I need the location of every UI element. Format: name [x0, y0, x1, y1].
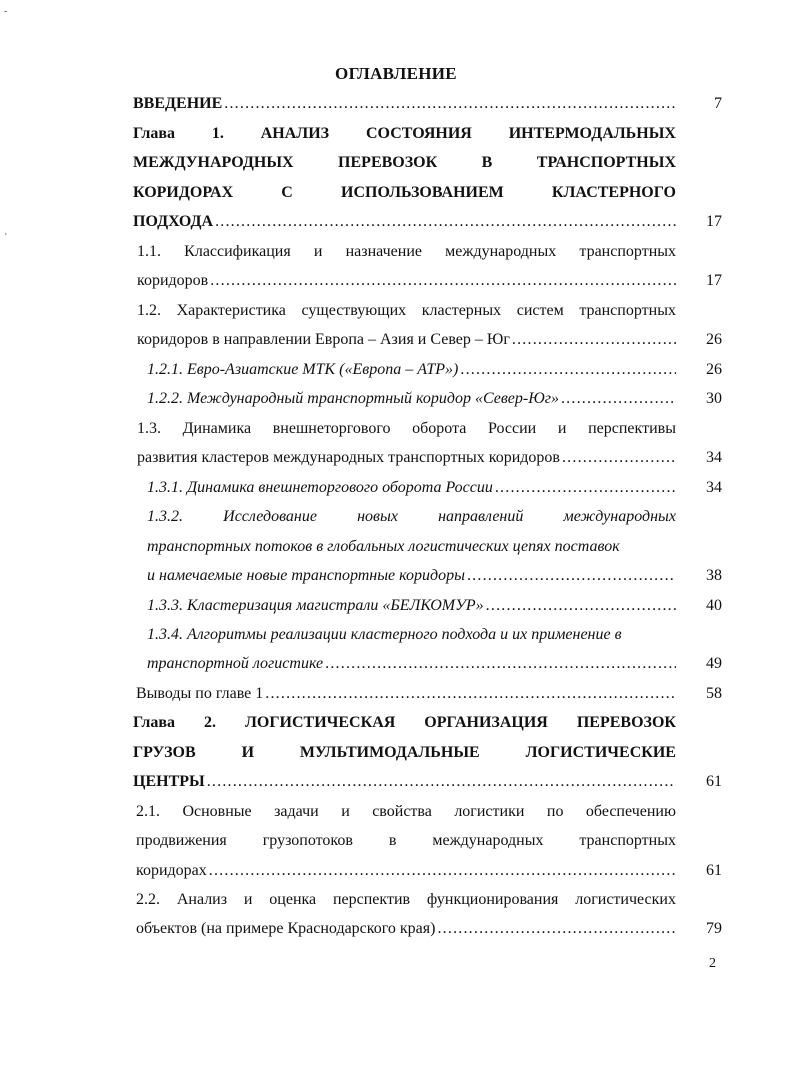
word: КОРИДОРАХ: [133, 184, 234, 201]
toc-line-justified: [133, 708, 676, 737]
toc-leader-dots: [210, 266, 676, 295]
word: Глава: [133, 714, 175, 731]
toc-line-justified: [133, 178, 676, 207]
word: международных: [445, 243, 557, 260]
word: 2.2.: [136, 891, 160, 908]
toc-line-text: ВВЕДЕНИЕ: [133, 95, 223, 112]
word: 2.: [203, 714, 216, 731]
toc-title: ОГЛАВЛЕНИЕ: [335, 64, 457, 83]
toc-line-text: Выводы по главе 1: [136, 685, 264, 702]
word: оценка: [269, 891, 317, 908]
toc-line-justified: [136, 826, 676, 855]
word: международных: [432, 832, 544, 849]
word: МУЛЬТИМОДАЛЬНЫЕ: [299, 744, 480, 761]
toc-page-number: 26: [706, 331, 722, 348]
toc-line-justified: [147, 502, 676, 531]
word: МЕЖДУНАРОДНЫХ: [133, 154, 294, 171]
word: кластерных: [421, 302, 502, 319]
toc-page-number: 26: [706, 361, 722, 378]
word: транспортных: [579, 302, 676, 319]
word: Исследование: [223, 508, 317, 525]
toc-line-text: объектов (на примере Краснодарского края): [136, 920, 436, 937]
toc-line: [147, 384, 676, 413]
word: и: [313, 243, 323, 260]
toc-line-text: ПОДХОДА: [133, 213, 214, 230]
toc-leader-dots: [486, 591, 676, 620]
word: Анализ: [176, 891, 228, 908]
word: логистических: [575, 891, 676, 908]
toc-line-justified: [133, 738, 676, 767]
toc-line-justified: [136, 885, 676, 914]
toc-line-justified: [137, 414, 676, 443]
word: транспортных: [579, 832, 676, 849]
word: свойства: [372, 803, 432, 820]
toc-line-justified: [137, 237, 676, 266]
toc-line-text: коридоров: [137, 272, 209, 289]
toc-line-text: 1.3.1. Динамика внешнеторгового оборота России: [147, 479, 493, 496]
toc-line-text: 1.2.1. Евро-Азиатские МТК («Европа – АТР»): [147, 361, 459, 378]
toc-leader-dots: [467, 561, 676, 590]
toc-line-text: 1.3.3. Кластеризация магистрали «БЕЛКОМУР»: [147, 597, 484, 614]
word: ГРУЗОВ: [133, 744, 196, 761]
toc-page-number: 40: [706, 597, 722, 614]
word: АНАЛИЗ: [260, 125, 330, 142]
word: назначение: [345, 243, 422, 260]
word: продвижения: [136, 832, 227, 849]
toc-page-number: 38: [706, 567, 722, 584]
toc-leader-dots: [495, 473, 676, 502]
word: 1.3.: [137, 420, 161, 437]
toc-line-text: коридоров в направлении Европа – Азия и Север – Юг: [137, 331, 510, 348]
word: КЛАСТЕРНОГО: [551, 184, 676, 201]
toc-line: [136, 856, 676, 885]
toc-line: [133, 89, 676, 118]
toc-line-text: и намечаемые новые транспортные коридоры: [147, 567, 465, 584]
word: 1.: [211, 125, 224, 142]
word: существующих: [301, 302, 407, 319]
toc-line: [133, 767, 676, 796]
toc-page-number: 34: [706, 479, 722, 496]
word: ИСПОЛЬЗОВАНИЕМ: [341, 184, 504, 201]
word: внешнеторгового: [272, 420, 391, 437]
word: В: [481, 154, 493, 171]
word: 1.2.: [137, 302, 161, 319]
toc-page-number: 17: [706, 272, 722, 289]
toc-line-text: 1.2.2. Международный транспортный коридор «Север-Юг»: [147, 390, 559, 407]
toc-page-number: 17: [706, 213, 722, 230]
toc-page-number: 49: [706, 655, 722, 672]
word: обеспечению: [585, 803, 676, 820]
toc-line-justified: [133, 119, 676, 148]
word: Глава: [133, 125, 175, 142]
toc-line: [137, 443, 676, 472]
word: ПЕРЕВОЗОК: [576, 714, 676, 731]
word: И: [241, 744, 255, 761]
word: Классификация: [184, 243, 291, 260]
toc-leader-dots: [265, 679, 676, 708]
toc-page-number: 61: [706, 773, 722, 790]
toc-line-text: транспортной логистике: [147, 655, 324, 672]
toc-line: [147, 591, 676, 620]
word: 2.1.: [136, 803, 160, 820]
word: оборота: [412, 420, 467, 437]
toc-leader-dots: [562, 443, 676, 472]
word: России: [488, 420, 537, 437]
word: задачи: [274, 803, 319, 820]
word: по: [546, 803, 564, 820]
toc-line: [137, 266, 676, 295]
word: С: [281, 184, 293, 201]
word: ЛОГИСТИЧЕСКИЕ: [525, 744, 676, 761]
word: Динамика: [182, 420, 252, 437]
toc-page-number: 34: [706, 449, 722, 466]
word: международных: [563, 508, 676, 525]
toc-line-justified: [133, 148, 676, 177]
toc-line: [147, 473, 676, 502]
word: СОСТОЯНИЯ: [366, 125, 472, 142]
toc-line-text: ЦЕНТРЫ: [133, 773, 205, 790]
toc-line-text: коридорах: [136, 862, 207, 879]
toc-line-text: развития кластеров международных транспортных коридоров: [137, 449, 560, 466]
word: и: [243, 891, 253, 908]
word: ЛОГИСТИЧЕСКАЯ: [244, 714, 396, 731]
word: транспортных: [579, 243, 676, 260]
word: Характеристика: [176, 302, 286, 319]
toc-leader-dots: [325, 649, 676, 678]
word: и: [557, 420, 567, 437]
word: направлений: [438, 508, 524, 525]
toc-line: [136, 914, 676, 943]
word: систем: [516, 302, 564, 319]
toc-line: [147, 355, 676, 384]
word: новых: [357, 508, 398, 525]
word: 1.3.2.: [147, 508, 183, 525]
page-number: 2: [709, 956, 716, 971]
word: 1.1.: [137, 243, 161, 260]
toc-leader-dots: [209, 856, 676, 885]
toc-line: [136, 679, 676, 708]
word: и: [341, 803, 350, 820]
toc-line: [137, 325, 676, 354]
word: функционирования: [426, 891, 559, 908]
toc-leader-dots: [224, 89, 676, 118]
toc-leader-dots: [437, 914, 676, 943]
word: грузопотоков: [262, 832, 353, 849]
scan-mark-top: -: [4, 6, 8, 17]
toc-leader-dots: [215, 207, 676, 236]
toc-line: [133, 207, 676, 236]
toc-line-justified: [136, 797, 676, 826]
toc-leader-dots: [460, 355, 676, 384]
toc-leader-dots: [512, 325, 676, 354]
toc-page-number: 30: [706, 390, 722, 407]
word: ТРАНСПОРТНЫХ: [536, 154, 676, 171]
word: ПЕРЕВОЗОК: [338, 154, 438, 171]
word: Основные: [182, 803, 252, 820]
toc-page-number: 61: [706, 862, 722, 879]
toc-line-justified: [137, 296, 676, 325]
toc-line: [147, 561, 676, 590]
word: перспектив: [332, 891, 411, 908]
toc-page-number: 79: [706, 920, 722, 937]
toc-line: транспортных потоков в глобальных логистических цепях поставок: [147, 538, 620, 555]
word: логистики: [454, 803, 525, 820]
toc-page-number: 7: [714, 95, 722, 112]
word: перспективы: [588, 420, 676, 437]
word: в: [388, 832, 397, 849]
word: ОРГАНИЗАЦИЯ: [424, 714, 548, 731]
scan-mark-left: ': [5, 232, 7, 243]
toc-leader-dots: [561, 384, 676, 413]
word: ИНТЕРМОДАЛЬНЫХ: [508, 125, 676, 142]
toc-page-number: 58: [706, 685, 722, 702]
toc-line: 1.3.4. Алгоритмы реализации кластерного подхода и их применение в: [147, 626, 622, 643]
toc-leader-dots: [207, 767, 676, 796]
toc-line: [147, 649, 676, 678]
